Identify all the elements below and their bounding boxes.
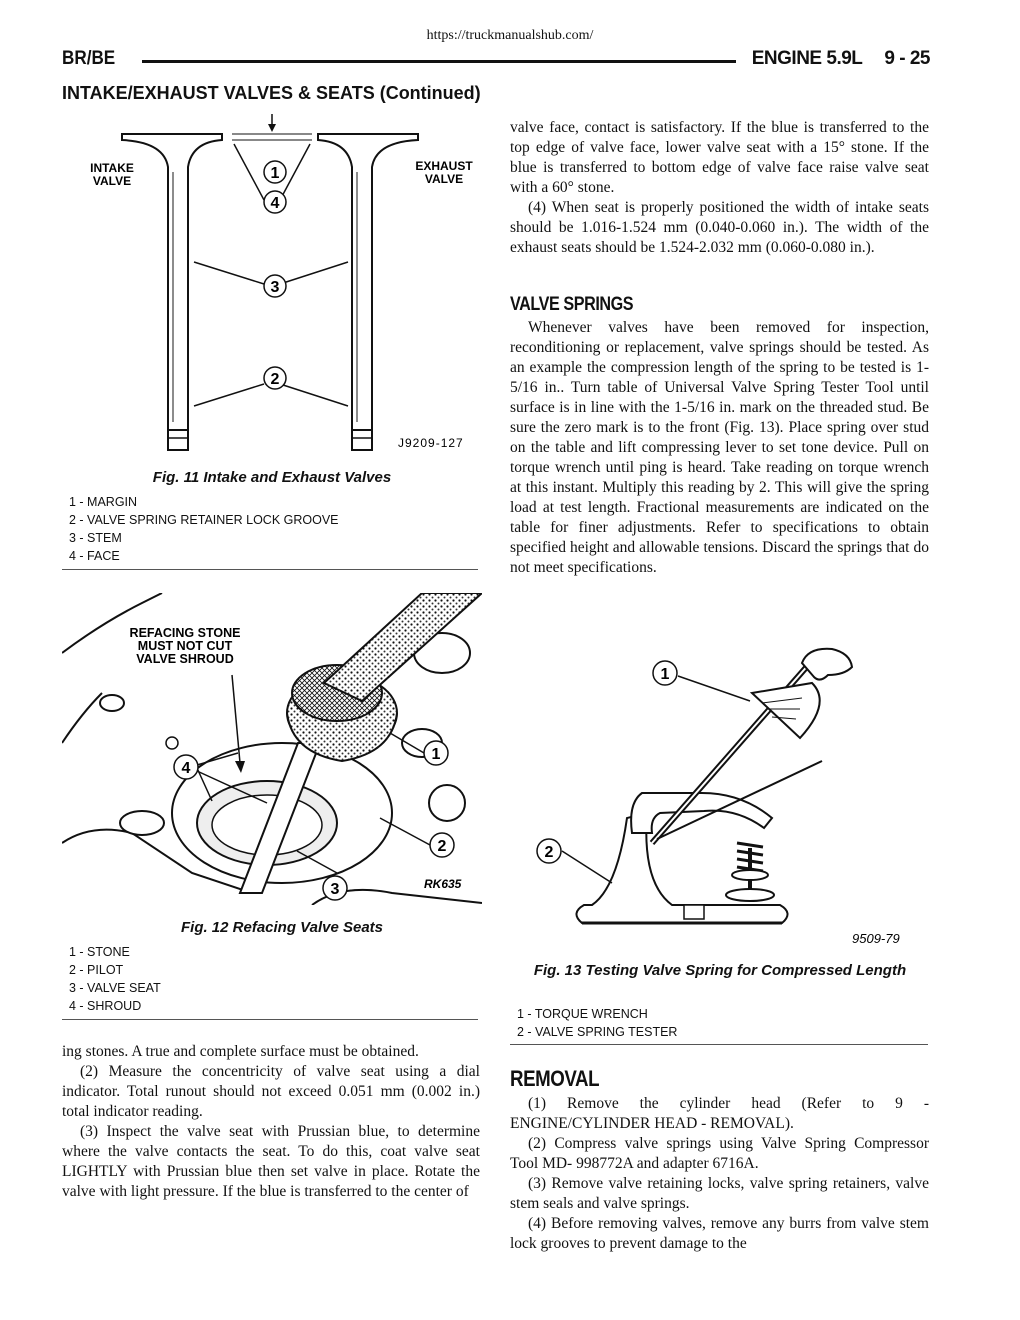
paragraph: (3) Remove valve retaining locks, valve spring retainers, valve stem seals and valve springs. xyxy=(510,1175,929,1212)
fig11-intake-label-line1: INTAKE xyxy=(90,161,134,175)
fig12-code: RK635 xyxy=(424,877,462,891)
fig11-valves-illustration xyxy=(62,112,482,460)
fig12-legend xyxy=(69,943,161,1015)
removal-text xyxy=(510,1094,929,1254)
legend-item: 1 - MARGIN xyxy=(69,495,138,509)
paragraph: (4) Before removing valves, remove any burrs from valve stem lock grooves to prevent damage to the xyxy=(510,1215,929,1252)
valve-springs-heading: VALVE SPRINGS xyxy=(510,294,634,315)
fig11-code: J9209-127 xyxy=(398,436,464,450)
fig13-callout: 2 xyxy=(544,844,554,861)
fig12-warning-line: REFACING STONE xyxy=(129,626,241,640)
fig13-caption: Fig. 13 Testing Valve Spring for Compressed Length xyxy=(533,962,907,979)
fig11-rule xyxy=(62,569,478,570)
fig11-callout: 3 xyxy=(270,279,280,296)
fig12-caption: Fig. 12 Refacing Valve Seats xyxy=(180,919,384,936)
paragraph: (2) Compress valve springs using Valve Spring Compressor Tool MD- 998772A and adapter 6716A. xyxy=(510,1135,929,1172)
fig13-legend xyxy=(517,1005,677,1041)
paragraph: Whenever valves have been removed for inspection, reconditioning or replacement, valve springs should be tested. As an example the compression length of the spring to be tested is 1-5/16 in.. Turn table of Universal Valve Spring Tester Tool until surface is in line with the 1-5/16 in. mark on the threaded stud. Be sure the zero mark is to the front (Fig. 13). Place spring over stud on the table and lift compressing lever to set tone device. Pull on torque wrench until ping is heard. Take reading on torque wrench at this instant. Multiply this reading by 2. This will give the spring load at test length. Fractional measurements are indicated on the table for finer adjustments. Refer to specifications to obtain specified height and allowable tensions. Discard the springs that do not meet specifications. xyxy=(510,319,929,576)
legend-item: 3 - STEM xyxy=(69,531,122,545)
fig11-exhaust-label-line2: VALVE xyxy=(424,172,464,186)
paragraph: ing stones. A true and complete surface must be obtained. xyxy=(62,1043,419,1060)
header-vehicle-code: BR/BE xyxy=(62,48,116,69)
removal-heading: REMOVAL xyxy=(510,1066,600,1091)
fig13-rule xyxy=(510,1044,928,1045)
legend-item: 2 - PILOT xyxy=(69,963,124,977)
fig12-rule xyxy=(62,1019,478,1020)
legend-item: 1 - STONE xyxy=(69,945,130,959)
header-section: ENGINE 5.9L xyxy=(751,48,863,69)
page-number: 9 - 25 xyxy=(884,48,930,69)
fig13-spring-tester-illustration xyxy=(532,643,922,953)
fig12-refacing-illustration xyxy=(62,593,482,905)
fig12-callout: 1 xyxy=(431,746,441,763)
fig11-intake-label-line2: VALVE xyxy=(92,174,132,188)
fig13-code: 9509-79 xyxy=(852,931,900,946)
legend-item: 4 - FACE xyxy=(69,549,120,563)
paragraph: (3) Inspect the valve seat with Prussian blue, to determine where the valve contacts the seat. To do this, coat valve seat LIGHTLY with Prussian blue then set valve in place. Rotate the valve with light pressure. If the blue is transferred to the center of xyxy=(62,1123,480,1200)
paragraph: (1) Remove the cylinder head (Refer to 9 - ENGINE/CYLINDER HEAD - REMOVAL). xyxy=(510,1095,929,1132)
legend-item: 2 - VALVE SPRING RETAINER LOCK GROOVE xyxy=(69,513,339,527)
fig11-caption: Fig. 11 Intake and Exhaust Valves xyxy=(152,469,392,486)
fig11-legend xyxy=(69,493,339,565)
fig11-callout: 2 xyxy=(270,371,280,388)
fig12-warning-line: MUST NOT CUT xyxy=(137,639,233,653)
fig12-callout: 3 xyxy=(330,881,340,898)
paragraph: valve face, contact is satisfactory. If the blue is transferred to the top edge of valve face, lower valve seat with a 15° stone. If the blue is transferred to bottom edge of valve face raise valve seat with a 60° stone. xyxy=(510,119,929,196)
valve-springs-text xyxy=(510,318,929,578)
fig12-callout: 4 xyxy=(181,760,191,777)
paragraph: (2) Measure the concentricity of valve seat using a dial indicator. Total runout should not exceed 0.051 mm (0.002 in.) total indicator reading. xyxy=(62,1063,480,1120)
legend-item: 1 - TORQUE WRENCH xyxy=(517,1007,648,1021)
legend-item: 2 - VALVE SPRING TESTER xyxy=(517,1025,678,1039)
legend-item: 3 - VALVE SEAT xyxy=(69,981,161,995)
right-column-top-text xyxy=(510,118,929,258)
fig12-callout: 2 xyxy=(437,838,447,855)
header-right xyxy=(744,48,930,70)
source-url[interactable]: https://truckmanualshub.com/ xyxy=(426,28,594,43)
fig11-exhaust-label-line1: EXHAUST xyxy=(415,159,473,173)
fig11-callout: 1 xyxy=(270,165,280,182)
header-rule xyxy=(142,60,736,63)
fig12-warning-line: VALVE SHROUD xyxy=(136,652,234,666)
fig13-callout: 1 xyxy=(660,666,670,683)
fig11-callout: 4 xyxy=(270,195,280,212)
legend-item: 4 - SHROUD xyxy=(69,999,142,1013)
paragraph: (4) When seat is properly positioned the width of intake seats should be 1.016-1.524 mm (0.040-0.060 in.). The width of the exhaust seats should be 1.524-2.032 mm (0.060-0.080 in.). xyxy=(510,199,929,256)
section-title: INTAKE/EXHAUST VALVES & SEATS (Continued) xyxy=(62,83,481,103)
left-column-text xyxy=(62,1042,480,1202)
